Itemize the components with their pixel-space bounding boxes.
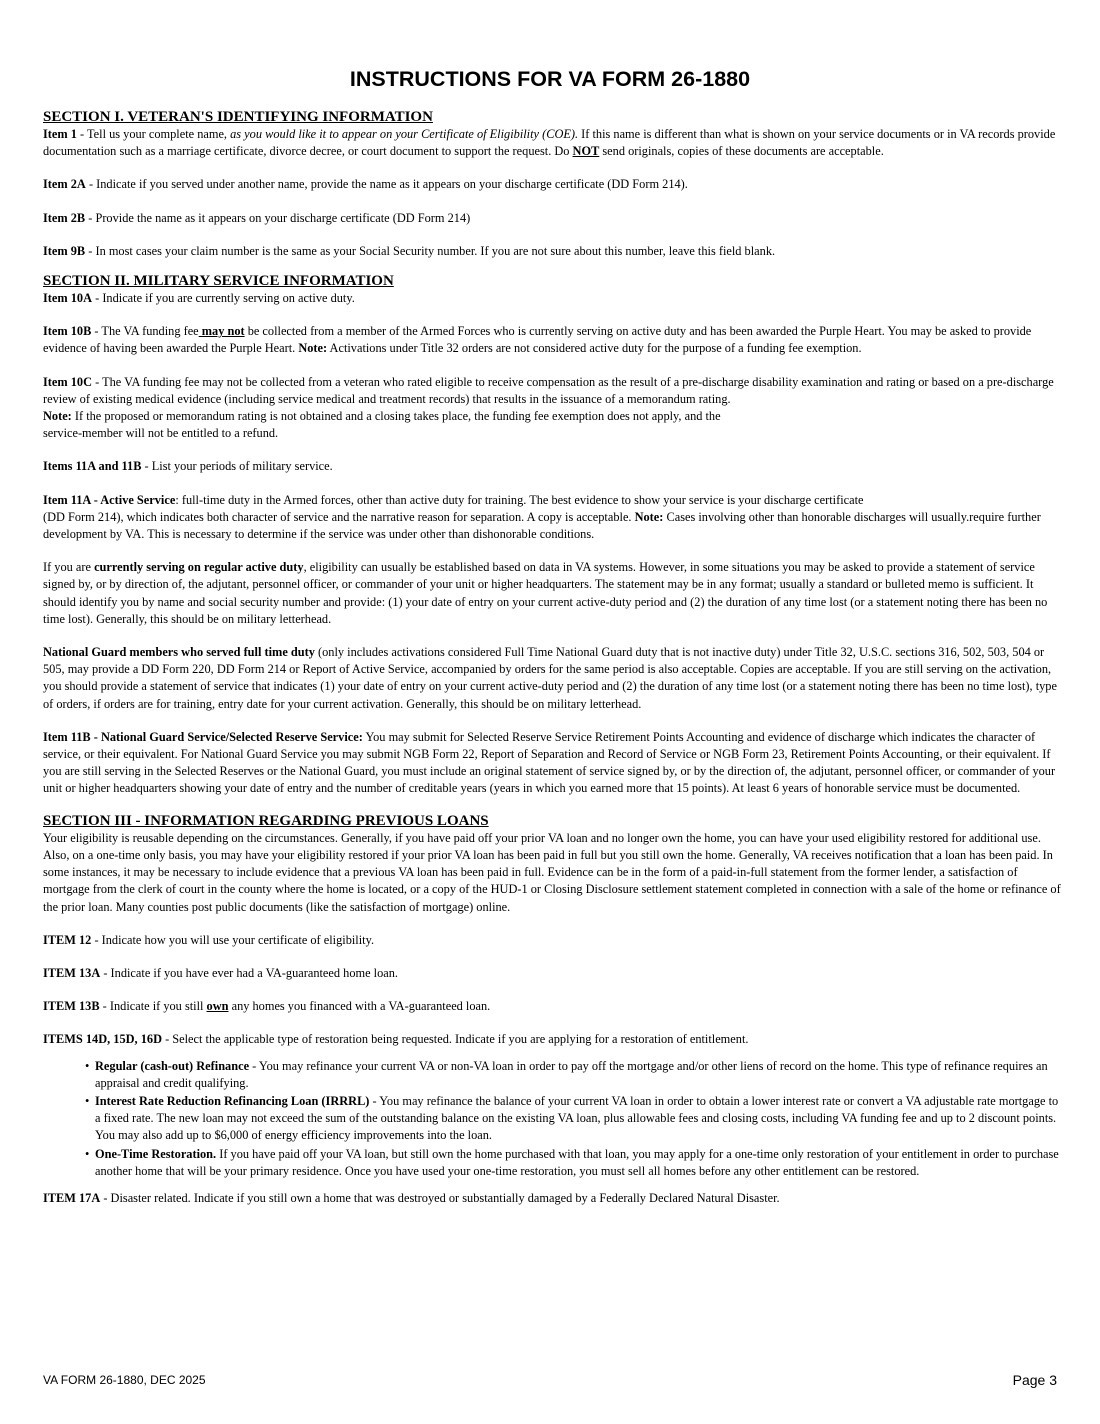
item-17a-paragraph (43, 1190, 1061, 1207)
item-13a-paragraph (43, 965, 1061, 982)
item-10b-text-b: be collected from a member of the Armed Forces who is currently serving on active duty and has been awarded the Purple Heart. You may be asked to provide evidence of having been awarded the Purple Heart. (43, 324, 1032, 356)
instructions-body (43, 108, 1061, 1207)
item-1-text-c: send originals, copies of these documents are acceptable. (599, 144, 884, 159)
item-11a-label: Item 11A - Active Service (43, 492, 176, 507)
item-9b-text: - In most cases your claim number is the same as your Social Security number. If you are not sure about this number, leave this field blank. (85, 243, 776, 258)
item-11b-label: Item 11B - National Guard Service/Selected Reserve Service: (43, 729, 363, 744)
item-10b-label: Item 10B (43, 324, 92, 339)
item-10c-paragraph (43, 374, 1061, 443)
bullet-label: Interest Rate Reduction Refinancing Loan (IRRRL) (95, 1093, 370, 1108)
item-10b-note-label: Note: (298, 341, 328, 356)
item-13a-label: ITEM 13A (43, 965, 101, 980)
national-guard-paragraph (43, 644, 1061, 713)
item-10c-note-text-end: service-member will not be entitled to a refund. (43, 426, 279, 441)
item-10b-note-text: Activations under Title 32 orders are not considered active duty for the purpose of a funding fee exemption. (327, 341, 862, 356)
bullet-icon: • (85, 1093, 90, 1108)
item-17a-text: - Disaster related. Indicate if you still own a home that was destroyed or substantially damaged by a Federally Declared Natural Disaster. (100, 1190, 780, 1205)
item-1-not-emphasis: NOT (572, 144, 600, 159)
bullet-text: - You may refinance the balance of your current VA loan in order to obtain a lower interest rate or convert a VA adjustable rate mortgage to a fixed rate. The new loan may not exceed the sum of the outstanding balance on the existing VA loan, plus allowable fees and closing costs, including VA funding fee and up to 2 discount points. You may also add up to $6,000 of energy efficiency improvements into the loan. (95, 1093, 1059, 1143)
item-10c-note-text: If the proposed or memorandum rating is not obtained and a closing takes place, the funding fee exemption does not apply, and the (71, 409, 721, 424)
item-2b-paragraph (43, 210, 1061, 227)
bullet-icon: • (85, 1058, 90, 1073)
item-11a-note-text: Cases involving other than honorable discharges will usually.require further development by VA. This is necessary to determine if the service was under other than dishonorable conditions. (43, 509, 1041, 542)
items-14-label: ITEMS 14D, 15D, 16D (43, 1032, 162, 1047)
item-9b-paragraph (43, 243, 1061, 260)
list-item (85, 1058, 1061, 1092)
national-guard-text: (only includes activations considered Full Time National Guard duty that is not inactive duty) under Title 32, U.S.C. sections 316, 502, 503, 504 or 505, may provide a DD Form 220, DD Form 214 or Report of Active Service, accompanied by orders for the same period is also acceptable. Copies are acceptable. If you are still serving on the activation, you should provide a statement of service that indicates (1) your date of entry on your current active-duty period and (2) the duration of any time lost (or a statement noting there has been no time lost), type of orders, if orders are for training, entry date for your current activation. Generally, this should be on military letterhead. (43, 645, 1057, 711)
bullet-text: - You may refinance your current VA or non-VA loan in order to pay off the mortgage and/or other liens of record on the home. This type of refinance requires an appraisal and credit qualifying. (95, 1058, 1048, 1090)
item-13b-own-emphasis: own (206, 999, 229, 1014)
item-11a-note-label: Note: (634, 509, 664, 524)
item-1-text-a: - Tell us your complete name, (76, 127, 231, 141)
item-12-label: ITEM 12 (43, 932, 92, 947)
items-11-paragraph (43, 458, 1061, 475)
bullet-icon: • (85, 1146, 90, 1161)
item-10a-label: Item 10A (43, 291, 93, 306)
item-2b-label: Item 2B (43, 210, 86, 225)
item-10c-note-label: Note: (43, 409, 72, 424)
restoration-type-list (43, 1058, 1061, 1180)
items-11-text: - List your periods of military service. (141, 459, 333, 474)
item-1-text-italic: as you would like it to appear on your Certificate of Eligibility (COE). (230, 127, 579, 141)
regular-duty-text-a: If you are (43, 560, 95, 575)
item-12-text: - Indicate how you will use your certificate of eligibility. (91, 932, 375, 947)
item-1-label: Item 1 (43, 127, 77, 141)
section-3-heading: SECTION III - INFORMATION REGARDING PREVIOUS LOANS (43, 812, 489, 829)
item-10a-paragraph (43, 290, 1061, 307)
item-10a-text: - Indicate if you are currently serving on active duty. (92, 291, 355, 306)
bullet-label: One-Time Restoration. (95, 1146, 217, 1161)
item-2a-label: Item 2A (43, 177, 86, 192)
item-17a-label: ITEM 17A (43, 1190, 101, 1205)
item-10b-may-not: may not (198, 324, 245, 339)
regular-duty-emphasis: currently serving on regular active duty (94, 560, 304, 575)
page-title: INSTRUCTIONS FOR VA FORM 26-1880 (349, 67, 751, 91)
item-9b-label: Item 9B (43, 243, 86, 258)
item-1-text-b: If this name is different than what is shown on your service documents or in VA records provide documentation such as a marriage certificate, divorce decree, or court document to support the request. Do (43, 127, 1056, 159)
regular-duty-text-b: , eligibility can usually be established based on data in VA systems. However, in some situations you may be asked to provide a statement of service signed by, or by direction of, the adjutant, personnel officer, or commander of your unit or higher headquarters. The statement may be in any format; usually a standard or bulleted memo is sufficient. It should identify you by name and social security number and provide: (1) your date of entry on your current active-duty period and (2) the duration of any time lost (or a statement noting there has been no time lost). Generally, this should be on military letterhead. (43, 560, 1048, 626)
item-2b-text: - Provide the name as it appears on your discharge certificate (DD Form 214) (85, 210, 471, 225)
section-1-heading: SECTION I. VETERAN'S IDENTIFYING INFORMATION (43, 109, 433, 125)
national-guard-label: National Guard members who served full time duty (43, 645, 315, 660)
item-2a-paragraph (43, 176, 1061, 193)
item-11a-text-a: : full-time duty in the Armed forces, other than active duty for training. The best evidence to show your service is your discharge certificate (175, 492, 864, 507)
regular-duty-paragraph (43, 559, 1061, 628)
items-14-text: - Select the applicable type of restoration being requested. Indicate if you are applying for a restoration of entitlement. (162, 1032, 749, 1047)
item-11a-paragraph (43, 492, 1061, 544)
section-2-heading: SECTION II. MILITARY SERVICE INFORMATION (43, 273, 394, 290)
item-11a-text-b: (DD Form 214), which indicates both character of service and the narrative reason for separation. A copy is acceptable. (43, 509, 635, 524)
item-13b-text-b: any homes you financed with a VA-guaranteed loan. (228, 999, 491, 1014)
bullet-label: Regular (cash-out) Refinance (95, 1058, 250, 1073)
item-13b-paragraph (43, 998, 1061, 1015)
item-10b-paragraph (43, 323, 1061, 357)
item-10c-text: - The VA funding fee may not be collected from a veteran who rated eligible to receive compensation as the result of a pre-discharge disability examination and rating or based on a pre-discharge review of existing medical evidence (including service medical and treatment records) that results in the issuance of a memorandum rating. (43, 374, 1054, 406)
form-number-footer: VA FORM 26-1880, DEC 2025 (43, 1373, 206, 1387)
item-13b-text-a: - Indicate if you still (99, 999, 207, 1014)
item-12-paragraph (43, 932, 1061, 949)
item-13b-label: ITEM 13B (43, 999, 100, 1014)
list-item (85, 1146, 1061, 1180)
item-11b-paragraph (43, 729, 1061, 798)
item-1-paragraph (43, 126, 1061, 160)
item-13a-text: - Indicate if you have ever had a VA-guaranteed home loan. (100, 965, 398, 980)
section-3-intro: Your eligibility is reusable depending on the circumstances. Generally, if you have paid off your prior VA loan and no longer own the home, you can have your used eligibility restored for additional use. Also, on a one-time only basis, you may have your eligibility restored if your prior VA loan has been paid in full but you still own the home. Generally, VA receives notification that a loan has been paid. In some instances, it may be necessary to include evidence that a previous VA loan has been paid in full. Evidence can be in the form of a paid-in-full statement from the former lender, a satisfaction of mortgage from the clerk of court in the county where the home is located, or a copy of the HUD-1 or Closing Disclosure settlement statement completed in connection with a sale of the home or refinance of the prior loan. Many counties post public documents (like the satisfaction of mortgage) online. (43, 830, 1061, 914)
bullet-text: If you have paid off your VA loan, but still own the home purchased with that loan, you may apply for a one-time only restoration of your entitlement in order to purchase another home that will be your primary residence. Once you have used your one-time restoration, you must sell all homes before any other entitlement can be restored. (95, 1146, 1059, 1178)
page-number: Page 3 (1012, 1372, 1057, 1388)
items-14-paragraph (43, 1031, 1061, 1048)
list-item (85, 1093, 1061, 1145)
item-11b-text: You may submit for Selected Reserve Service Retirement Points Accounting and evidence of discharge which indicates the character of service, or their equivalent. For National Guard Service you may submit NGB Form 22, Report of Separation and Record of Service or NGB Form 23, Retirement Points Accounting, or their equivalent. If you are still serving in the Selected Reserves or the National Guard, you must include an original statement of service signed by, or by the direction of, the adjutant, personnel officer, or commander of your unit or higher headquarters showing your date of entry and the number of creditable years (years in which you earned more that 15 points). At least 6 years of honorable service must be documented. (43, 729, 1056, 796)
item-10c-label: Item 10C (43, 374, 93, 389)
items-11-label: Items 11A and 11B (43, 459, 142, 474)
item-10b-text-a: - The VA funding fee (91, 324, 199, 339)
item-2a-text: - Indicate if you served under another name, provide the name as it appears on your discharge certificate (DD Form 214). (85, 177, 688, 192)
